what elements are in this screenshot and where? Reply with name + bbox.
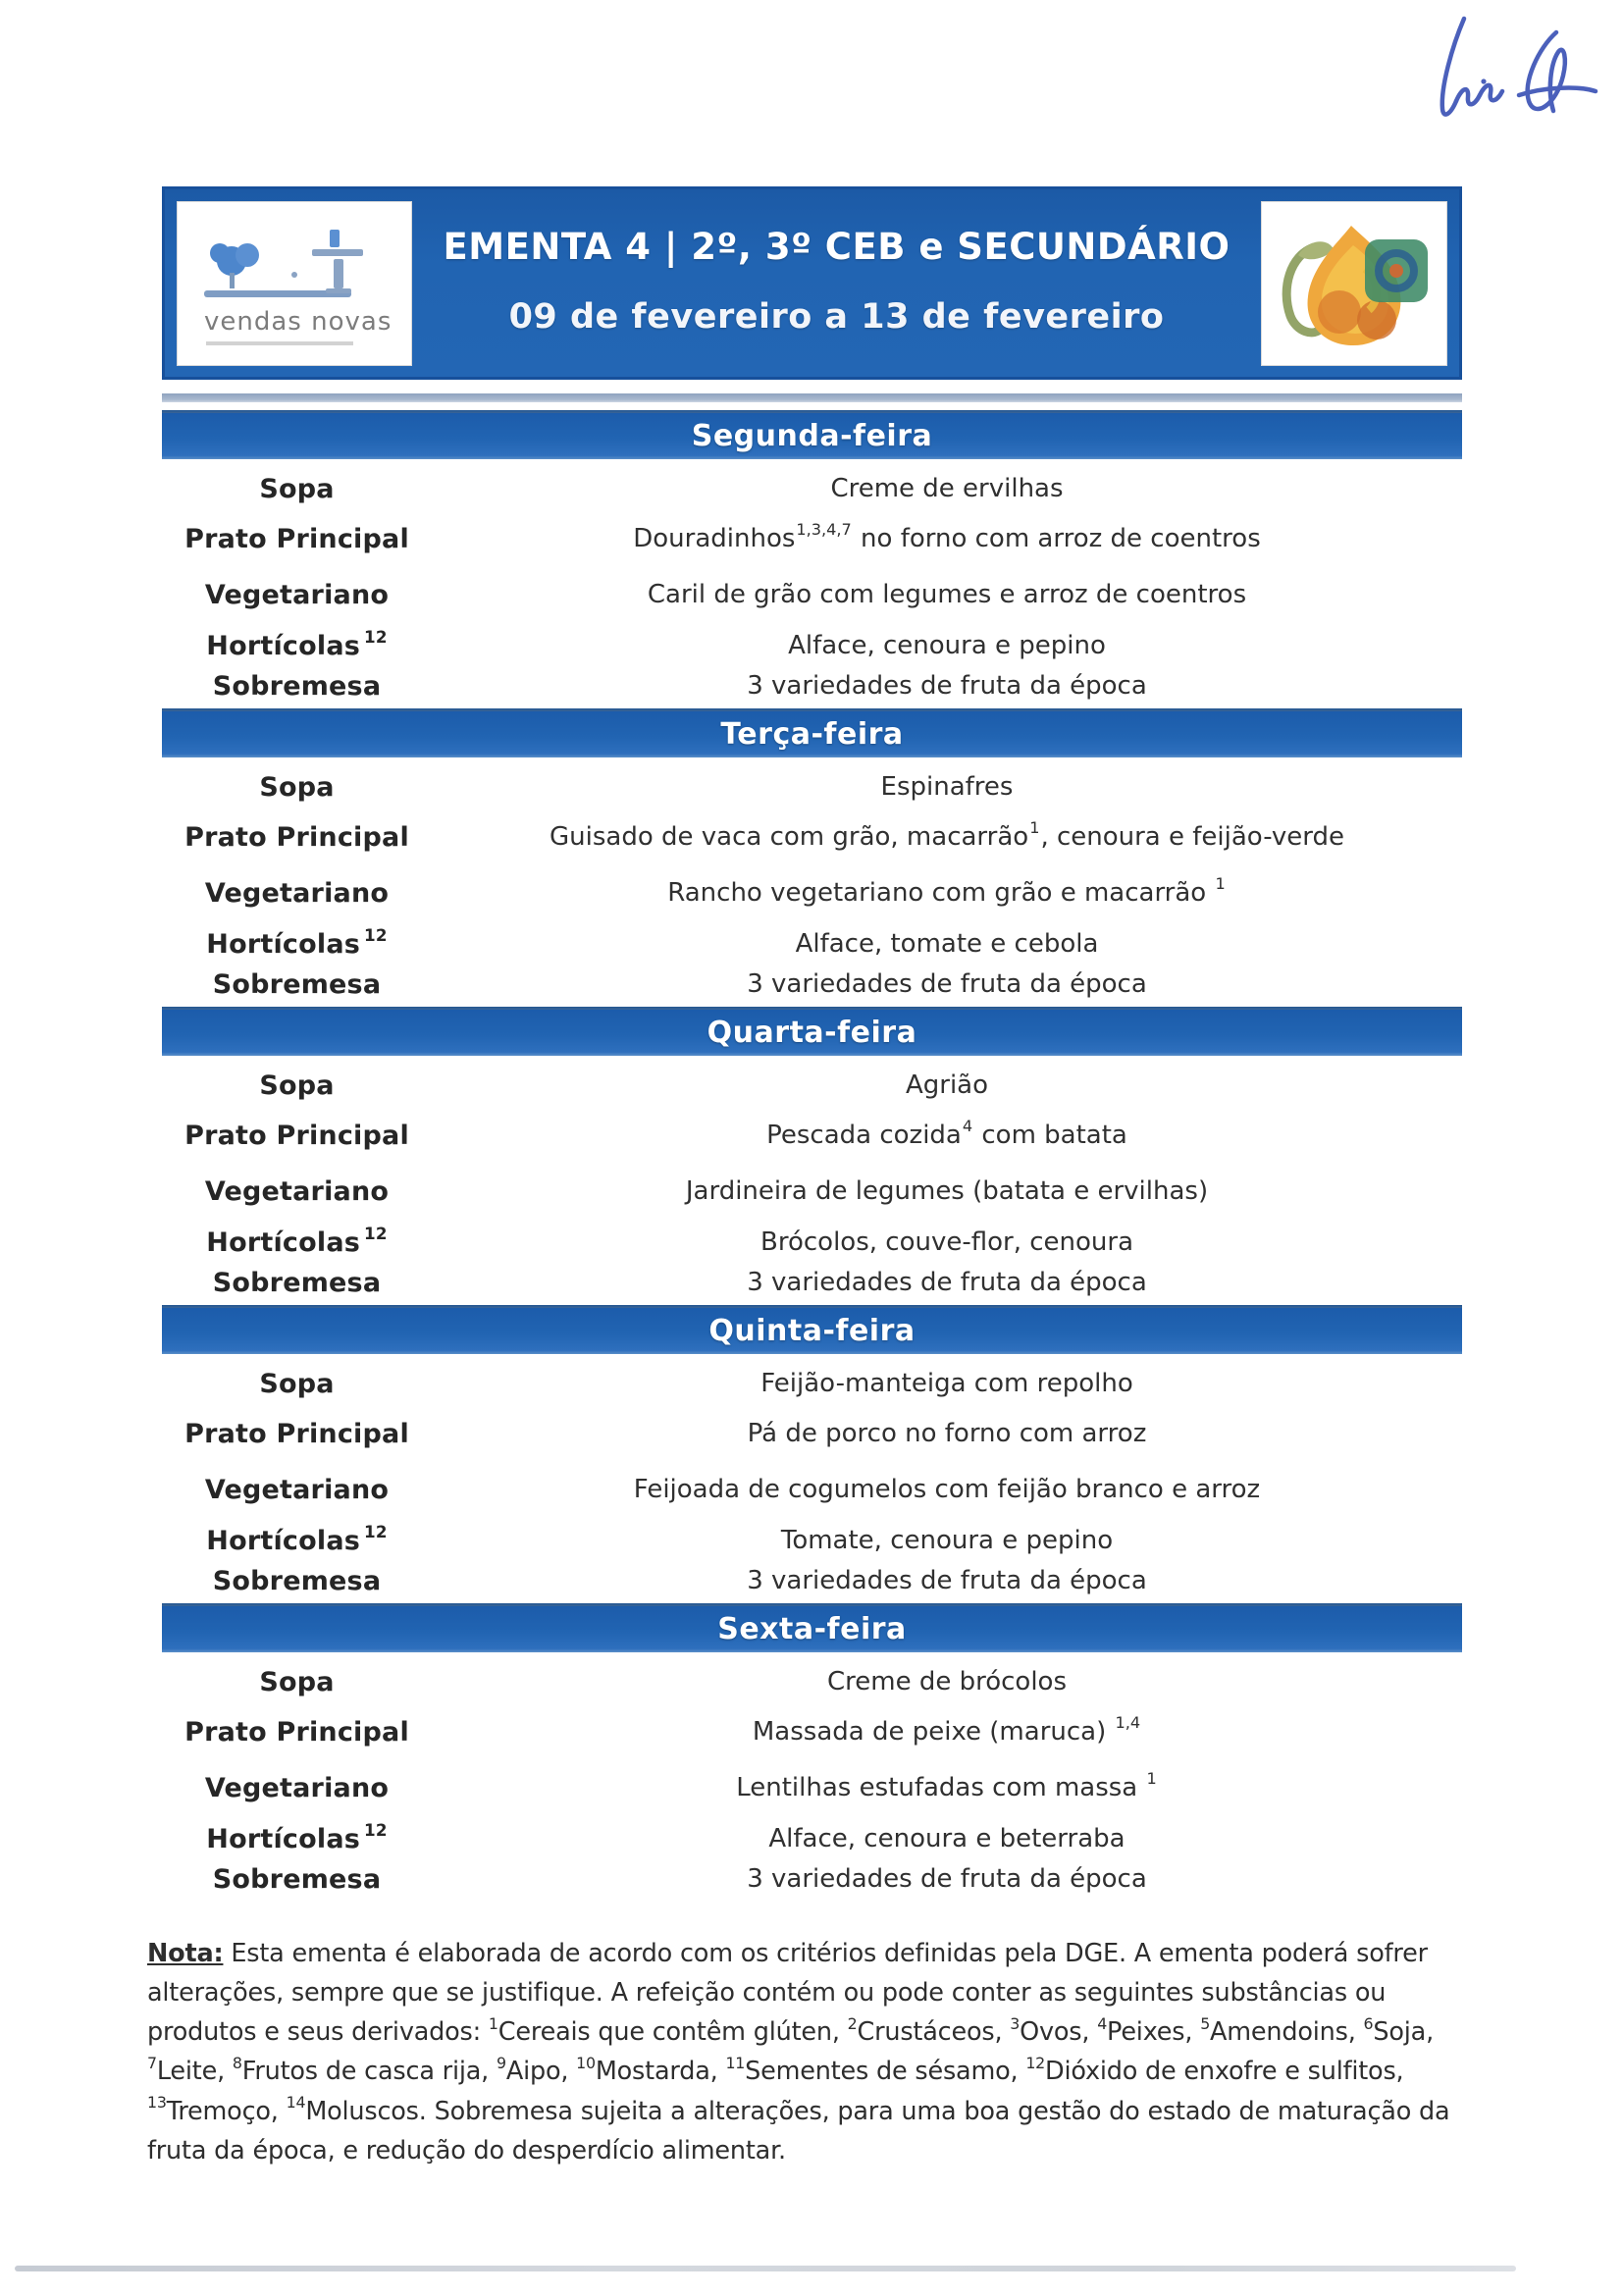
row-label-horticolas: Hortícolas $^{12}$ [206, 1223, 388, 1258]
vendas-novas-logo [177, 201, 412, 366]
menu-row-horticolas [162, 622, 1462, 669]
page-date-range: 09 de fevereiro a 13 de fevereiro [508, 297, 1165, 337]
menu-row-sobremesa [162, 1564, 1462, 1597]
day-rows [162, 757, 1462, 1007]
menu-row-sopa [162, 765, 1462, 809]
menu-row-sopa [162, 1660, 1462, 1703]
day-section [162, 1007, 1462, 1305]
fruit-logo-graphic [1271, 210, 1438, 357]
day-header-bar [162, 1305, 1462, 1354]
page-title: EMENTA 4 | 2º, 3º CEB e SECUNDÁRIO [443, 226, 1230, 268]
row-value-prato: Pescada cozida$^4$ com batata [766, 1117, 1127, 1150]
row-value-horticolas: Alface, cenoura e pepino [788, 631, 1106, 660]
row-label-sopa: Sopa [259, 1368, 335, 1399]
menu-row-sopa [162, 467, 1462, 510]
menu-row-sobremesa [162, 967, 1462, 1001]
day-header-bar [162, 1007, 1462, 1056]
row-value-horticolas: Alface, tomate e cebola [795, 929, 1099, 959]
row-value-horticolas: Brócolos, couve-flor, cenoura [760, 1227, 1133, 1257]
days-container [162, 410, 1462, 1902]
header-titles [412, 226, 1261, 340]
menu-row-prato [162, 809, 1462, 865]
row-value-sopa: Creme de ervilhas [830, 474, 1064, 503]
row-label-horticolas: Hortícolas $^{12}$ [206, 1819, 388, 1854]
row-label-vegetariano: Vegetariano [204, 1772, 390, 1803]
menu-row-vegetariano [162, 567, 1462, 622]
day-section [162, 1305, 1462, 1603]
row-label-prato: Prato Principal [184, 1418, 409, 1449]
day-title: Sexta-feira [717, 1612, 907, 1646]
menu-row-sobremesa [162, 1862, 1462, 1896]
row-value-vegetariano: Jardineira de legumes (batata e ervilhas) [685, 1176, 1209, 1206]
row-value-horticolas: Alface, cenoura e beterraba [768, 1824, 1126, 1853]
row-label-prato: Prato Principal [184, 523, 409, 554]
row-value-sopa: Creme de brócolos [826, 1667, 1068, 1696]
day-title: Segunda-feira [691, 419, 933, 453]
row-value-prato: Douradinhos$^{1,3,4,7}$ no forno com arroz de coentros [633, 520, 1261, 553]
row-value-vegetariano: Lentilhas estufadas com massa $^1$ [736, 1769, 1157, 1802]
row-label-vegetariano: Vegetariano [204, 877, 390, 909]
row-value-sopa: Espinafres [880, 772, 1014, 802]
row-label-sobremesa: Sobremesa [212, 1863, 382, 1895]
row-label-vegetariano: Vegetariano [204, 1175, 390, 1207]
row-label-sopa: Sopa [259, 771, 335, 803]
row-label-sobremesa: Sobremesa [212, 1565, 382, 1596]
row-value-prato: Pá de porco no forno com arroz [747, 1419, 1147, 1448]
row-label-sopa: Sopa [259, 1666, 335, 1697]
row-label-prato: Prato Principal [184, 821, 409, 853]
row-label-sobremesa: Sobremesa [212, 1267, 382, 1298]
day-title: Quinta-feira [708, 1314, 916, 1348]
row-label-vegetariano: Vegetariano [204, 579, 390, 610]
row-label-sopa: Sopa [259, 1070, 335, 1101]
row-label-horticolas: Hortícolas $^{12}$ [206, 924, 388, 960]
row-label-horticolas: Hortícolas $^{12}$ [206, 626, 388, 661]
day-rows [162, 1652, 1462, 1902]
day-rows [162, 1056, 1462, 1305]
scan-artifact-line [15, 2266, 1516, 2271]
menu-row-sopa [162, 1362, 1462, 1405]
row-value-prato: Massada de peixe (maruca) $^{1,4}$ [752, 1713, 1141, 1747]
menu-row-prato [162, 1703, 1462, 1760]
row-value-sopa: Feijão-manteiga com repolho [760, 1369, 1133, 1398]
row-label-sobremesa: Sobremesa [212, 670, 382, 702]
menu-row-vegetariano [162, 865, 1462, 920]
row-label-sopa: Sopa [259, 473, 335, 504]
day-header-bar [162, 1603, 1462, 1652]
note-text: Nota: Esta ementa é elaborada de acordo com os critérios definidas pela DGE. A ementa poderá sofrer alterações, sempre que se justifique. A refeição contém ou pode conter as seguintes substâncias ou produtos e seus derivados: $^1$Cereais que contêm glúten, $^2$Crustáceos, $^3$Ovos, $^4$Peixes, $^5$Amendoins, $^6$Soja, $^7$Leite, $^8$Frutos de casca rija, $^9$Aipo, $^{10}$Mostarda, $^{11}$Sementes de sésamo, $^{12}$Dióxido de enxofre e sulfitos, $^{13}$Tremoço, $^{14}$Moluscos. Sobremesa sujeita a alterações, para uma boa gestão do estado de maturação da fruta da época, e redução do desperdício alimentar. [147, 1938, 1450, 2166]
menu-row-horticolas [162, 1219, 1462, 1266]
menu-row-vegetariano [162, 1462, 1462, 1517]
row-label-prato: Prato Principal [184, 1120, 409, 1151]
row-value-vegetariano: Caril de grão com legumes e arroz de coentros [647, 580, 1247, 609]
row-value-horticolas: Tomate, cenoura e pepino [780, 1526, 1114, 1555]
row-value-sobremesa: 3 variedades de fruta da época [747, 1566, 1147, 1595]
day-rows [162, 1354, 1462, 1603]
row-label-horticolas: Hortícolas $^{12}$ [206, 1521, 388, 1556]
row-label-vegetariano: Vegetariano [204, 1474, 390, 1505]
menu-row-horticolas [162, 920, 1462, 967]
header-banner [162, 186, 1462, 380]
fruit-logo [1261, 201, 1447, 366]
day-section [162, 410, 1462, 708]
day-rows [162, 459, 1462, 708]
vendas-novas-wordmark: vendas novas [204, 306, 393, 337]
row-label-sobremesa: Sobremesa [212, 968, 382, 1000]
menu-row-vegetariano [162, 1760, 1462, 1815]
handwritten-signature [1374, 5, 1599, 147]
row-value-sobremesa: 3 variedades de fruta da época [747, 1268, 1147, 1297]
row-value-vegetariano: Feijoada de cogumelos com feijão branco e arroz [633, 1475, 1261, 1504]
day-section [162, 708, 1462, 1007]
menu-row-prato [162, 1405, 1462, 1462]
row-value-sopa: Agrião [905, 1070, 989, 1100]
menu-row-horticolas [162, 1815, 1462, 1862]
row-value-sobremesa: 3 variedades de fruta da época [747, 671, 1147, 701]
row-value-prato: Guisado de vaca com grão, macarrão$^1$, cenoura e feijão-verde [550, 818, 1344, 852]
day-header-bar [162, 708, 1462, 757]
row-label-prato: Prato Principal [184, 1716, 409, 1748]
day-section [162, 1603, 1462, 1902]
day-header-bar [162, 410, 1462, 459]
menu-row-sobremesa [162, 669, 1462, 703]
day-title: Terça-feira [720, 717, 904, 752]
row-value-sobremesa: 3 variedades de fruta da época [747, 1864, 1147, 1894]
menu-row-sobremesa [162, 1266, 1462, 1299]
day-title: Quarta-feira [707, 1016, 917, 1050]
menu-row-vegetariano [162, 1164, 1462, 1219]
menu-row-horticolas [162, 1517, 1462, 1564]
menu-row-prato [162, 1107, 1462, 1164]
menu-row-prato [162, 510, 1462, 567]
vendas-novas-logo-graphic [186, 210, 402, 357]
row-value-vegetariano: Rancho vegetariano com grão e macarrão $^1$ [667, 874, 1226, 908]
header-bottom-rule [162, 393, 1462, 402]
row-value-sobremesa: 3 variedades de fruta da época [747, 969, 1147, 999]
menu-row-sopa [162, 1064, 1462, 1107]
